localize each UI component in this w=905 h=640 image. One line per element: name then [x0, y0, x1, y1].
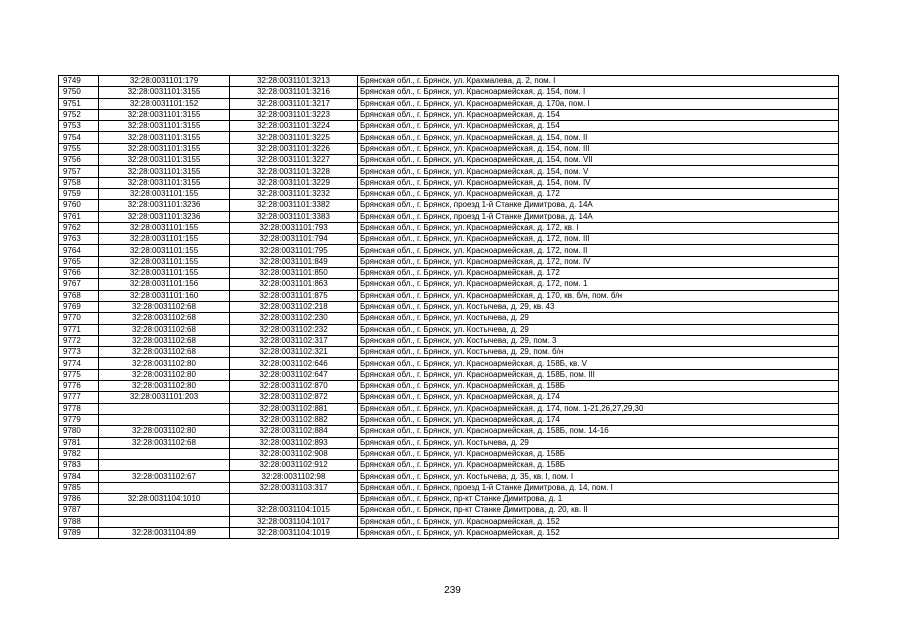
row-number-cell: 9762	[59, 222, 99, 233]
row-number-cell: 9785	[59, 482, 99, 493]
row-number-cell: 9760	[59, 200, 99, 211]
land-cadastral-number-cell: 32:28:0031102:67	[99, 471, 230, 482]
object-cadastral-number-cell: 32:28:0031101:3228	[230, 166, 358, 177]
land-cadastral-number-cell: 32:28:0031101:155	[99, 222, 230, 233]
object-cadastral-number-cell: 32:28:0031101:3382	[230, 200, 358, 211]
table-row	[59, 256, 839, 267]
address-cell: Брянская обл., г. Брянск, проезд 1-й Станке Димитрова, д. 14А	[358, 200, 839, 211]
table-row	[59, 245, 839, 256]
object-cadastral-number-cell: 32:28:0031102:893	[230, 437, 358, 448]
address-cell: Брянская обл., г. Брянск, ул. Красноармейская, д. 172, пом. IV	[358, 256, 839, 267]
address-cell: Брянская обл., г. Брянск, пр-кт Станке Димитрова, д. 20, кв. II	[358, 505, 839, 516]
address-cell: Брянская обл., г. Брянск, ул. Костычева, д. 29	[358, 437, 839, 448]
table-row	[59, 109, 839, 120]
address-cell: Брянская обл., г. Брянск, ул. Красноармейская, д. 170, кв. б/н, пом. б/н	[358, 290, 839, 301]
address-cell: Брянская обл., г. Брянск, ул. Костычева, д. 29	[358, 313, 839, 324]
address-cell: Брянская обл., г. Брянск, проезд 1-й Станке Димитрова, д. 14, пом. I	[358, 482, 839, 493]
land-cadastral-number-cell: 32:28:0031101:155	[99, 234, 230, 245]
land-cadastral-number-cell: 32:28:0031102:68	[99, 301, 230, 312]
address-cell: Брянская обл., г. Брянск, ул. Красноармейская, д. 172, кв. I	[358, 222, 839, 233]
row-number-cell: 9752	[59, 109, 99, 120]
address-cell: Брянская обл., г. Брянск, ул. Костычева, д. 29, кв. 43	[358, 301, 839, 312]
land-cadastral-number-cell: 32:28:0031104:89	[99, 527, 230, 538]
object-cadastral-number-cell: 32:28:0031101:863	[230, 279, 358, 290]
address-cell: Брянская обл., г. Брянск, ул. Красноармейская, д. 154, пом. VII	[358, 155, 839, 166]
object-cadastral-number-cell: 32:28:0031102:881	[230, 403, 358, 414]
address-cell: Брянская обл., г. Брянск, ул. Красноармейская, д. 174	[358, 414, 839, 425]
land-cadastral-number-cell: 32:28:0031101:155	[99, 256, 230, 267]
object-cadastral-number-cell: 32:28:0031104:1017	[230, 516, 358, 527]
table-row	[59, 516, 839, 527]
row-number-cell: 9772	[59, 335, 99, 346]
table-row	[59, 188, 839, 199]
row-number-cell: 9776	[59, 381, 99, 392]
object-cadastral-number-cell: 32:28:0031101:3224	[230, 121, 358, 132]
row-number-cell: 9749	[59, 76, 99, 87]
table-row	[59, 482, 839, 493]
object-cadastral-number-cell: 32:28:0031101:794	[230, 234, 358, 245]
table-row	[59, 414, 839, 425]
row-number-cell: 9769	[59, 301, 99, 312]
table-row	[59, 381, 839, 392]
object-cadastral-number-cell: 32:28:0031102:646	[230, 358, 358, 369]
land-cadastral-number-cell: 32:28:0031101:3155	[99, 109, 230, 120]
table-row	[59, 87, 839, 98]
land-cadastral-number-cell	[99, 403, 230, 414]
object-cadastral-number-cell: 32:28:0031101:3223	[230, 109, 358, 120]
table-row	[59, 301, 839, 312]
object-cadastral-number-cell: 32:28:0031101:3217	[230, 98, 358, 109]
land-cadastral-number-cell: 32:28:0031101:3155	[99, 155, 230, 166]
table-row	[59, 369, 839, 380]
object-cadastral-number-cell: 32:28:0031101:795	[230, 245, 358, 256]
object-cadastral-number-cell: 32:28:0031101:3225	[230, 132, 358, 143]
row-number-cell: 9770	[59, 313, 99, 324]
row-number-cell: 9778	[59, 403, 99, 414]
land-cadastral-number-cell: 32:28:0031101:3155	[99, 166, 230, 177]
land-cadastral-number-cell: 32:28:0031101:160	[99, 290, 230, 301]
object-cadastral-number-cell: 32:28:0031101:3213	[230, 76, 358, 87]
land-cadastral-number-cell: 32:28:0031102:68	[99, 313, 230, 324]
object-cadastral-number-cell: 32:28:0031102:908	[230, 448, 358, 459]
land-cadastral-number-cell: 32:28:0031101:3236	[99, 200, 230, 211]
address-cell: Брянская обл., г. Брянск, ул. Красноармейская, д. 154	[358, 121, 839, 132]
row-number-cell: 9763	[59, 234, 99, 245]
land-cadastral-number-cell: 32:28:0031101:3236	[99, 211, 230, 222]
row-number-cell: 9773	[59, 347, 99, 358]
table-row	[59, 392, 839, 403]
object-cadastral-number-cell: 32:28:0031102:218	[230, 301, 358, 312]
address-cell: Брянская обл., г. Брянск, ул. Красноармейская, д. 154, пом. V	[358, 166, 839, 177]
address-cell: Брянская обл., г. Брянск, ул. Красноармейская, д. 158Б	[358, 381, 839, 392]
row-number-cell: 9777	[59, 392, 99, 403]
table-row	[59, 98, 839, 109]
object-cadastral-number-cell: 32:28:0031101:875	[230, 290, 358, 301]
table-row	[59, 527, 839, 538]
table-row	[59, 268, 839, 279]
row-number-cell: 9787	[59, 505, 99, 516]
land-cadastral-number-cell: 32:28:0031101:152	[99, 98, 230, 109]
registry-table	[58, 75, 839, 539]
object-cadastral-number-cell: 32:28:0031101:3227	[230, 155, 358, 166]
table-row	[59, 76, 839, 87]
row-number-cell: 9753	[59, 121, 99, 132]
row-number-cell: 9758	[59, 177, 99, 188]
table-row	[59, 166, 839, 177]
object-cadastral-number-cell: 32:28:0031102:230	[230, 313, 358, 324]
object-cadastral-number-cell: 32:28:0031102:98	[230, 471, 358, 482]
land-cadastral-number-cell	[99, 505, 230, 516]
table-row	[59, 211, 839, 222]
object-cadastral-number-cell: 32:28:0031104:1019	[230, 527, 358, 538]
land-cadastral-number-cell: 32:28:0031102:68	[99, 437, 230, 448]
address-cell: Брянская обл., г. Брянск, ул. Костычева, д. 29, пом. 3	[358, 335, 839, 346]
object-cadastral-number-cell: 32:28:0031101:793	[230, 222, 358, 233]
land-cadastral-number-cell	[99, 460, 230, 471]
land-cadastral-number-cell	[99, 414, 230, 425]
object-cadastral-number-cell: 32:28:0031102:872	[230, 392, 358, 403]
table-row	[59, 358, 839, 369]
land-cadastral-number-cell: 32:28:0031102:80	[99, 426, 230, 437]
object-cadastral-number-cell: 32:28:0031101:3383	[230, 211, 358, 222]
row-number-cell: 9768	[59, 290, 99, 301]
address-cell: Брянская обл., г. Брянск, ул. Красноармейская, д. 172, пом. 1	[358, 279, 839, 290]
address-cell: Брянская обл., г. Брянск, ул. Красноармейская, д. 154	[358, 109, 839, 120]
object-cadastral-number-cell: 32:28:0031101:3226	[230, 143, 358, 154]
row-number-cell: 9781	[59, 437, 99, 448]
address-cell: Брянская обл., г. Брянск, ул. Костычева, д. 29	[358, 324, 839, 335]
row-number-cell: 9771	[59, 324, 99, 335]
row-number-cell: 9784	[59, 471, 99, 482]
land-cadastral-number-cell: 32:28:0031101:3155	[99, 87, 230, 98]
address-cell: Брянская обл., г. Брянск, ул. Красноармейская, д. 154, пом. IV	[358, 177, 839, 188]
address-cell: Брянская обл., г. Брянск, ул. Красноармейская, д. 158Б, пом. III	[358, 369, 839, 380]
table-row	[59, 177, 839, 188]
land-cadastral-number-cell: 32:28:0031102:80	[99, 381, 230, 392]
address-cell: Брянская обл., г. Брянск, ул. Красноармейская, д. 172	[358, 268, 839, 279]
row-number-cell: 9766	[59, 268, 99, 279]
land-cadastral-number-cell: 32:28:0031102:80	[99, 358, 230, 369]
land-cadastral-number-cell: 32:28:0031101:155	[99, 268, 230, 279]
row-number-cell: 9775	[59, 369, 99, 380]
address-cell: Брянская обл., г. Брянск, ул. Красноармейская, д. 158Б, пом. 14-16	[358, 426, 839, 437]
row-number-cell: 9764	[59, 245, 99, 256]
land-cadastral-number-cell	[99, 482, 230, 493]
object-cadastral-number-cell: 32:28:0031102:884	[230, 426, 358, 437]
table-row	[59, 222, 839, 233]
address-cell: Брянская обл., г. Брянск, ул. Красноармейская, д. 172, пом. II	[358, 245, 839, 256]
address-cell: Брянская обл., г. Брянск, ул. Красноармейская, д. 170а, пом. I	[358, 98, 839, 109]
table-row	[59, 335, 839, 346]
table-row	[59, 493, 839, 504]
table-row	[59, 279, 839, 290]
object-cadastral-number-cell: 32:28:0031101:850	[230, 268, 358, 279]
address-cell: Брянская обл., г. Брянск, ул. Красноармейская, д. 172, пом. III	[358, 234, 839, 245]
object-cadastral-number-cell: 32:28:0031102:317	[230, 335, 358, 346]
land-cadastral-number-cell	[99, 516, 230, 527]
table-row	[59, 155, 839, 166]
address-cell: Брянская обл., г. Брянск, ул. Красноармейская, д. 174, пом. 1-21,26,27,29,30	[358, 403, 839, 414]
row-number-cell: 9779	[59, 414, 99, 425]
address-cell: Брянская обл., г. Брянск, ул. Костычева, д. 35, кв. I, пом. I	[358, 471, 839, 482]
row-number-cell: 9782	[59, 448, 99, 459]
address-cell: Брянская обл., г. Брянск, ул. Красноармейская, д. 172	[358, 188, 839, 199]
address-cell: Брянская обл., г. Брянск, ул. Красноармейская, д. 158Б	[358, 448, 839, 459]
address-cell: Брянская обл., г. Брянск, ул. Красноармейская, д. 158Б, кв. V	[358, 358, 839, 369]
object-cadastral-number-cell: 32:28:0031103:317	[230, 482, 358, 493]
table-row	[59, 324, 839, 335]
object-cadastral-number-cell: 32:28:0031102:647	[230, 369, 358, 380]
table-row	[59, 437, 839, 448]
land-cadastral-number-cell: 32:28:0031101:155	[99, 245, 230, 256]
row-number-cell: 9783	[59, 460, 99, 471]
row-number-cell: 9756	[59, 155, 99, 166]
land-cadastral-number-cell: 32:28:0031102:68	[99, 347, 230, 358]
land-cadastral-number-cell: 32:28:0031104:1010	[99, 493, 230, 504]
table-row	[59, 471, 839, 482]
object-cadastral-number-cell: 32:28:0031102:870	[230, 381, 358, 392]
land-cadastral-number-cell: 32:28:0031102:68	[99, 335, 230, 346]
object-cadastral-number-cell: 32:28:0031102:232	[230, 324, 358, 335]
land-cadastral-number-cell: 32:28:0031102:80	[99, 369, 230, 380]
land-cadastral-number-cell: 32:28:0031101:179	[99, 76, 230, 87]
row-number-cell: 9751	[59, 98, 99, 109]
table-row	[59, 347, 839, 358]
row-number-cell: 9786	[59, 493, 99, 504]
row-number-cell: 9750	[59, 87, 99, 98]
table-row	[59, 426, 839, 437]
land-cadastral-number-cell: 32:28:0031101:203	[99, 392, 230, 403]
object-cadastral-number-cell: 32:28:0031101:3216	[230, 87, 358, 98]
table-row	[59, 132, 839, 143]
land-cadastral-number-cell: 32:28:0031101:3155	[99, 177, 230, 188]
page-number: 239	[444, 585, 461, 596]
land-cadastral-number-cell	[99, 448, 230, 459]
table-row	[59, 448, 839, 459]
row-number-cell: 9754	[59, 132, 99, 143]
table-row	[59, 143, 839, 154]
registry-table-body	[59, 76, 839, 539]
row-number-cell: 9755	[59, 143, 99, 154]
address-cell: Брянская обл., г. Брянск, ул. Красноармейская, д. 154, пом. III	[358, 143, 839, 154]
table-row	[59, 234, 839, 245]
table-row	[59, 460, 839, 471]
object-cadastral-number-cell	[230, 493, 358, 504]
object-cadastral-number-cell: 32:28:0031101:849	[230, 256, 358, 267]
object-cadastral-number-cell: 32:28:0031102:912	[230, 460, 358, 471]
row-number-cell: 9761	[59, 211, 99, 222]
address-cell: Брянская обл., г. Брянск, ул. Красноармейская, д. 174	[358, 392, 839, 403]
row-number-cell: 9767	[59, 279, 99, 290]
address-cell: Брянская обл., г. Брянск, пр-кт Станке Димитрова, д. 1	[358, 493, 839, 504]
row-number-cell: 9765	[59, 256, 99, 267]
object-cadastral-number-cell: 32:28:0031101:3232	[230, 188, 358, 199]
row-number-cell: 9759	[59, 188, 99, 199]
object-cadastral-number-cell: 32:28:0031101:3229	[230, 177, 358, 188]
land-cadastral-number-cell: 32:28:0031101:3155	[99, 121, 230, 132]
land-cadastral-number-cell: 32:28:0031101:156	[99, 279, 230, 290]
land-cadastral-number-cell: 32:28:0031102:68	[99, 324, 230, 335]
land-cadastral-number-cell: 32:28:0031101:3155	[99, 143, 230, 154]
row-number-cell: 9774	[59, 358, 99, 369]
object-cadastral-number-cell: 32:28:0031102:882	[230, 414, 358, 425]
table-row	[59, 313, 839, 324]
table-row	[59, 290, 839, 301]
address-cell: Брянская обл., г. Брянск, ул. Красноармейская, д. 158Б	[358, 460, 839, 471]
land-cadastral-number-cell: 32:28:0031101:3155	[99, 132, 230, 143]
address-cell: Брянская обл., г. Брянск, ул. Красноармейская, д. 152	[358, 527, 839, 538]
address-cell: Брянская обл., г. Брянск, ул. Крахмалева, д. 2, пом. I	[358, 76, 839, 87]
table-row	[59, 505, 839, 516]
object-cadastral-number-cell: 32:28:0031104:1015	[230, 505, 358, 516]
row-number-cell: 9757	[59, 166, 99, 177]
land-cadastral-number-cell: 32:28:0031101:155	[99, 188, 230, 199]
table-row	[59, 200, 839, 211]
row-number-cell: 9789	[59, 527, 99, 538]
address-cell: Брянская обл., г. Брянск, ул. Красноармейская, д. 152	[358, 516, 839, 527]
row-number-cell: 9780	[59, 426, 99, 437]
address-cell: Брянская обл., г. Брянск, ул. Красноармейская, д. 154, пом. I	[358, 87, 839, 98]
table-row	[59, 403, 839, 414]
row-number-cell: 9788	[59, 516, 99, 527]
address-cell: Брянская обл., г. Брянск, проезд 1-й Станке Димитрова, д. 14А	[358, 211, 839, 222]
address-cell: Брянская обл., г. Брянск, ул. Красноармейская, д. 154, пом. II	[358, 132, 839, 143]
address-cell: Брянская обл., г. Брянск, ул. Костычева, д. 29, пом. б/н	[358, 347, 839, 358]
object-cadastral-number-cell: 32:28:0031102:321	[230, 347, 358, 358]
table-row	[59, 121, 839, 132]
